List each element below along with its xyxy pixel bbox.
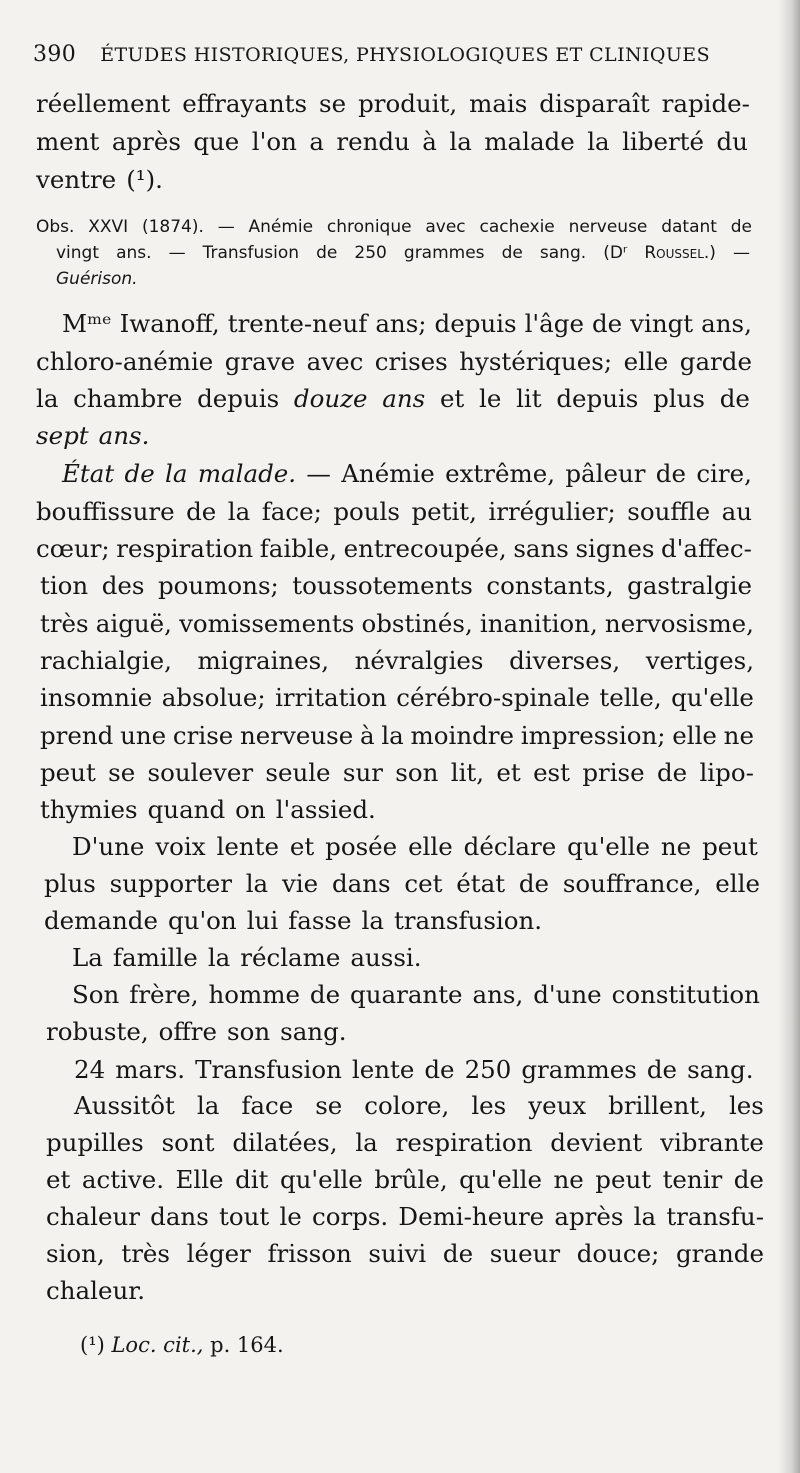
word: et	[496, 758, 521, 787]
word: sont	[161, 1128, 215, 1157]
word: petit,	[411, 497, 477, 526]
text-line	[36, 86, 750, 122]
word: qu'elle	[671, 683, 754, 712]
word: quand	[147, 795, 226, 824]
word: plus	[653, 384, 705, 413]
word: la	[207, 943, 231, 972]
word: posée	[325, 832, 398, 861]
word: telle,	[599, 683, 662, 712]
word: 24	[74, 1055, 106, 1084]
word: état	[456, 869, 506, 898]
word: d'affec-	[661, 534, 752, 563]
word: de	[591, 309, 623, 338]
word: cire,	[696, 459, 752, 488]
word: 250	[464, 1055, 512, 1084]
word: lui	[246, 906, 279, 935]
word: tenir	[662, 1165, 723, 1194]
word: Roussel.)	[644, 243, 716, 263]
word: Anémie	[341, 459, 435, 488]
word: prise	[582, 758, 645, 787]
word: du	[716, 127, 748, 156]
word: prend	[40, 721, 114, 750]
word: Demi-heure	[398, 1202, 545, 1231]
word: migraines,	[197, 646, 330, 675]
word: fasse	[288, 906, 352, 935]
word: tion	[40, 571, 89, 600]
word: peut	[595, 1165, 652, 1194]
word: rapide-	[661, 89, 750, 118]
word: cachexie	[479, 217, 555, 237]
word: elle	[623, 347, 669, 376]
word: —	[168, 243, 186, 263]
word: de	[316, 243, 338, 263]
word: plus	[44, 869, 96, 898]
word: impression;	[520, 721, 666, 750]
word: se	[319, 89, 347, 118]
word: réellement	[36, 89, 171, 118]
word: grammes	[521, 1055, 637, 1084]
footnote	[80, 1330, 284, 1360]
word: léger	[186, 1239, 251, 1268]
word: la	[227, 497, 251, 526]
word: lit	[516, 384, 542, 413]
word: demande	[44, 906, 158, 935]
word: de	[309, 980, 341, 1009]
word: ans,	[472, 980, 524, 1009]
text-line	[36, 494, 752, 530]
word: cœur;	[36, 534, 110, 563]
text-line	[44, 903, 542, 939]
word: de	[646, 1055, 678, 1084]
word: lente	[351, 1055, 415, 1084]
word: face	[241, 1091, 294, 1120]
word: que	[193, 127, 240, 156]
text-line	[36, 124, 748, 160]
word: réclame	[240, 943, 341, 972]
word: de	[518, 869, 550, 898]
word: de	[730, 217, 752, 237]
word: vomissements	[179, 609, 355, 638]
word: offre	[158, 1017, 218, 1046]
page-edge-shadow	[778, 0, 800, 1473]
word: sans	[513, 534, 569, 563]
word: active.	[81, 1165, 164, 1194]
word: cet	[404, 869, 443, 898]
word: brillent,	[608, 1091, 707, 1120]
word: les	[471, 1091, 507, 1120]
word: l'on	[251, 127, 297, 156]
word: Guérison.	[56, 269, 138, 289]
word: irritation	[275, 683, 387, 712]
word: toussotements	[292, 571, 473, 600]
word: thymies	[40, 795, 138, 824]
word: garde	[679, 347, 752, 376]
word: bouffissure	[36, 497, 175, 526]
word: sept	[36, 421, 89, 450]
word: trente-neuf	[227, 309, 368, 338]
word: vertiges,	[645, 646, 754, 675]
word: constitution	[611, 980, 760, 1009]
word: —	[306, 459, 331, 488]
word: transfusion.	[393, 906, 543, 935]
word: (Dʳ	[603, 243, 628, 263]
word: après	[111, 127, 181, 156]
word: ment	[36, 127, 100, 156]
word: obstinés,	[361, 609, 473, 638]
word: insomnie	[40, 683, 153, 712]
word: la	[381, 721, 404, 750]
word: yeux	[528, 1091, 587, 1120]
word: une	[120, 721, 167, 750]
text-line	[36, 344, 752, 380]
word: vibrante	[660, 1128, 764, 1157]
text-line	[62, 456, 752, 492]
word: mars.	[115, 1055, 186, 1084]
word: constants,	[486, 571, 614, 600]
word: d'une	[533, 980, 602, 1009]
word: de	[733, 1165, 764, 1194]
word: Iwanoff,	[119, 309, 220, 338]
word: transfu-	[666, 1202, 764, 1231]
word: est	[533, 758, 570, 787]
word: névralgies	[354, 646, 484, 675]
footnote-marker: (¹)	[80, 1333, 112, 1357]
word: après	[554, 1202, 624, 1231]
word: —	[733, 243, 750, 263]
text-line	[40, 680, 754, 716]
word: qu'on	[167, 906, 237, 935]
word: Transfusion	[202, 243, 300, 263]
word: et	[289, 832, 315, 861]
word: cérébro-spinale	[396, 683, 590, 712]
word: aiguë,	[95, 609, 172, 638]
word: douce;	[576, 1239, 660, 1268]
word: de	[719, 384, 750, 413]
word: suivi	[368, 1239, 427, 1268]
word: frère,	[129, 980, 199, 1009]
text-line	[74, 1088, 764, 1124]
word: déclare	[463, 832, 557, 861]
word: chaleur.	[46, 1276, 146, 1305]
word: XXVI	[88, 217, 129, 237]
word: sang.	[280, 1017, 347, 1046]
word: robuste,	[46, 1017, 149, 1046]
word: de	[501, 243, 523, 263]
page-number: 390	[33, 42, 77, 67]
word: son	[395, 758, 439, 787]
text-line	[36, 531, 752, 567]
word: se	[108, 758, 136, 787]
word: depuis	[197, 384, 280, 413]
text-line	[40, 792, 376, 828]
word: grande	[676, 1239, 764, 1268]
word: sion,	[46, 1239, 105, 1268]
running-title: ÉTUDES HISTORIQUES, PHYSIOLOGIQUES ET CLINIQUES	[100, 44, 710, 66]
word: souffrance,	[562, 869, 702, 898]
word: ans,	[701, 309, 752, 338]
word: la	[245, 869, 269, 898]
word: la	[449, 127, 472, 156]
word: effrayants	[182, 89, 308, 118]
word: nervosisme,	[604, 609, 754, 638]
word: État	[62, 459, 115, 488]
word: ans	[382, 384, 426, 413]
word: de	[442, 1239, 474, 1268]
word: elle	[715, 869, 760, 898]
word: pâleur	[565, 459, 646, 488]
word: rendu	[336, 127, 410, 156]
text-line	[72, 977, 760, 1013]
word: rachialgie,	[40, 646, 172, 675]
text-line	[40, 718, 754, 754]
word: dans	[150, 1202, 209, 1231]
word: très	[40, 609, 89, 638]
word: grave	[224, 347, 296, 376]
word: douze	[293, 384, 368, 413]
observation-heading-line	[56, 266, 138, 292]
word: depuis	[556, 384, 639, 413]
word: extrême,	[445, 459, 556, 488]
word: ne	[553, 1165, 584, 1194]
word: (1874).	[141, 217, 204, 237]
footnote-page: p. 164.	[203, 1333, 284, 1357]
word: chronique	[326, 217, 412, 237]
word: nerveuse	[240, 721, 354, 750]
word: des	[101, 571, 145, 600]
word: qu'elle	[567, 832, 650, 861]
text-line	[36, 418, 149, 454]
word: sueur	[489, 1239, 561, 1268]
word: l'assied.	[275, 795, 376, 824]
text-line	[62, 306, 752, 342]
text-line	[72, 940, 422, 976]
word: dilatées,	[232, 1128, 338, 1157]
text-line	[46, 1236, 764, 1272]
word: ne	[723, 721, 754, 750]
word: vingt	[56, 243, 100, 263]
word: crises	[374, 347, 448, 376]
text-line	[46, 1014, 347, 1050]
footnote-citation: Loc. cit.,	[111, 1333, 204, 1357]
word: au	[721, 497, 752, 526]
word: peut	[40, 758, 96, 787]
word: a	[309, 127, 324, 156]
word: on	[235, 795, 266, 824]
word: voix	[155, 832, 206, 861]
text-line	[46, 1125, 764, 1161]
word: la	[587, 127, 610, 156]
text-line	[46, 1162, 764, 1198]
word: respiration	[116, 534, 254, 563]
word: se	[315, 1091, 343, 1120]
word: pouls	[333, 497, 400, 526]
text-line	[36, 162, 163, 198]
word: de	[656, 758, 688, 787]
word: son	[227, 1017, 271, 1046]
word: D'une	[72, 832, 145, 861]
word: ans.	[116, 243, 152, 263]
word: malade	[484, 127, 575, 156]
word: sang.	[539, 243, 587, 263]
word: produit,	[358, 89, 458, 118]
word: de	[124, 459, 155, 488]
text-line	[72, 829, 758, 865]
word: faible,	[259, 534, 338, 563]
word: nerveuse	[568, 217, 648, 237]
word: colore,	[364, 1091, 450, 1120]
word: sur	[342, 758, 383, 787]
word: de	[186, 497, 217, 526]
word: vie	[281, 869, 319, 898]
word: moindre	[410, 721, 515, 750]
word: soulever	[147, 758, 254, 787]
page-header	[33, 42, 710, 72]
word: qu'elle	[459, 1165, 542, 1194]
word: Son	[72, 980, 120, 1009]
word: frisson	[267, 1239, 352, 1268]
word: à	[359, 721, 375, 750]
word: à	[422, 127, 437, 156]
word: Aussitôt	[74, 1091, 175, 1120]
word: respiration	[395, 1128, 533, 1157]
word: dit	[235, 1165, 269, 1194]
word: souffle	[627, 497, 711, 526]
text-line	[36, 381, 750, 417]
word: mais	[469, 89, 528, 118]
word: gastralgie	[627, 571, 752, 600]
word: ventre	[36, 165, 117, 194]
word: La	[72, 943, 103, 972]
word: malade.	[197, 459, 297, 488]
word: diverses,	[509, 646, 621, 675]
text-line	[40, 568, 752, 604]
word: devient	[550, 1128, 643, 1157]
word: Elle	[175, 1165, 224, 1194]
word: Anémie	[248, 217, 314, 237]
word: Mᵐᵉ	[62, 309, 112, 338]
word: le	[479, 384, 502, 413]
word: lit,	[450, 758, 485, 787]
observation-heading-line	[56, 240, 750, 266]
word: la	[355, 1128, 378, 1157]
word: brûle,	[374, 1165, 448, 1194]
word: vingt	[630, 309, 694, 338]
word: la	[36, 384, 59, 413]
word: entrecoupée,	[343, 534, 507, 563]
word: qu'elle	[279, 1165, 363, 1194]
word: aussi.	[350, 943, 422, 972]
word: peut	[702, 832, 758, 861]
word: —	[217, 217, 235, 237]
word: dans	[331, 869, 391, 898]
word: ne	[660, 832, 692, 861]
word: elle	[408, 832, 453, 861]
word: face;	[261, 497, 322, 526]
text-line	[46, 1199, 764, 1235]
word: et	[439, 384, 465, 413]
word: pupilles	[46, 1128, 144, 1157]
word: le	[279, 1202, 302, 1231]
word: elle	[672, 721, 717, 750]
word: quarante	[350, 980, 463, 1009]
word: famille	[112, 943, 198, 972]
text-line	[74, 1052, 754, 1088]
word: ans;	[375, 309, 427, 338]
word: et	[46, 1165, 71, 1194]
word: de	[424, 1055, 455, 1084]
word: Obs.	[36, 217, 75, 237]
word: corps.	[311, 1202, 389, 1231]
word: datant	[661, 217, 717, 237]
word: l'âge	[524, 309, 584, 338]
word: seule	[265, 758, 331, 787]
word: sang.	[687, 1055, 754, 1084]
word: chambre	[73, 384, 183, 413]
observation-heading-line	[36, 214, 752, 240]
word: la	[196, 1091, 220, 1120]
word: avec	[425, 217, 466, 237]
text-line	[40, 643, 754, 679]
text-line	[40, 606, 754, 642]
word: la	[165, 459, 188, 488]
word: grammes	[403, 243, 485, 263]
word: hystériques;	[459, 347, 613, 376]
word: poumons;	[157, 571, 279, 600]
word: avec	[306, 347, 364, 376]
word: chaleur	[46, 1202, 140, 1231]
word: la	[361, 906, 384, 935]
word: 250	[354, 243, 387, 263]
word: la	[633, 1202, 657, 1231]
word: inanition,	[479, 609, 598, 638]
word: liberté	[622, 127, 705, 156]
text-line	[46, 1273, 145, 1309]
word: supporter	[109, 869, 232, 898]
word: tout	[219, 1202, 270, 1231]
text-line	[40, 755, 754, 791]
word: signes	[575, 534, 655, 563]
word: irrégulier;	[488, 497, 616, 526]
text-line	[44, 866, 760, 902]
word: lipo-	[699, 758, 754, 787]
word: Transfusion	[195, 1055, 342, 1084]
word: crise	[172, 721, 234, 750]
word: de	[655, 459, 686, 488]
word: homme	[208, 980, 300, 1009]
word: chloro-anémie	[36, 347, 214, 376]
word: les	[728, 1091, 764, 1120]
word: lente	[216, 832, 279, 861]
word: (¹).	[126, 165, 163, 194]
word: depuis	[434, 309, 517, 338]
word: absolue;	[161, 683, 266, 712]
word: disparaît	[539, 89, 650, 118]
word: ans.	[98, 421, 150, 450]
word: très	[121, 1239, 170, 1268]
